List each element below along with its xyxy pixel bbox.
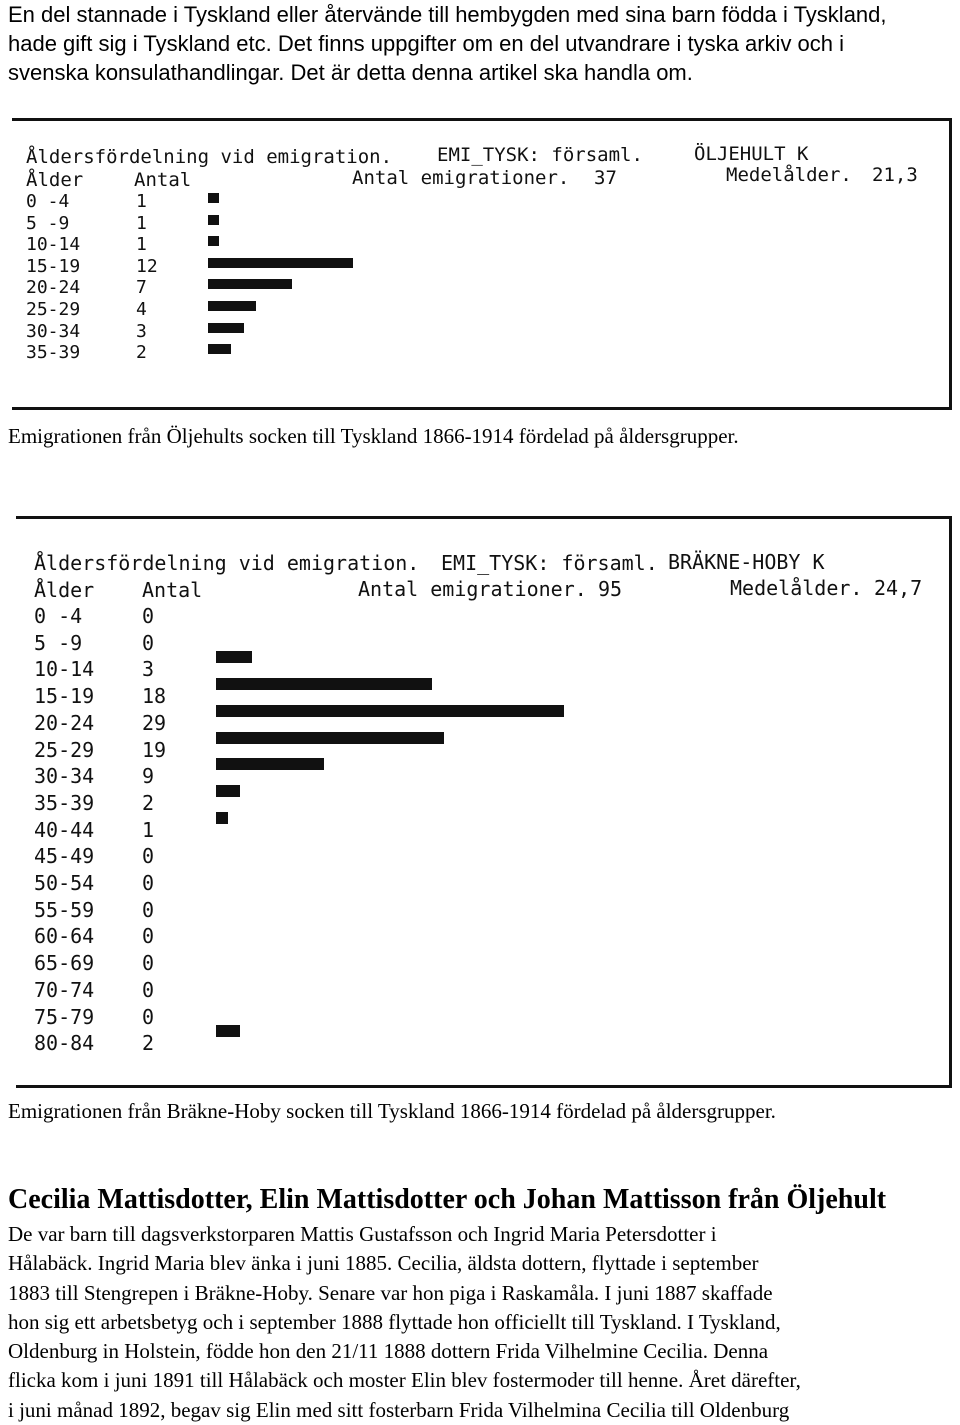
count-data-label: 9: [142, 764, 155, 789]
age-tick-label: 50-54: [34, 871, 95, 895]
count-data-label: 3: [136, 320, 147, 342]
count-data-label: 18: [142, 684, 167, 709]
section-body: [8, 1220, 952, 1425]
intro-line: En del stannade i Tyskland eller återvände till hembygden med sina barn födda i Tyskland,: [8, 2, 887, 27]
count-data-label: 0: [142, 897, 155, 922]
count-data-label: 1: [136, 212, 147, 234]
age-tick-label: 0 -4: [26, 191, 70, 212]
age-tick-label: 10-14: [34, 657, 95, 682]
age-tick-label: 15-19: [34, 684, 95, 709]
count-data-label: 0: [142, 844, 155, 869]
bar-mark: [216, 1025, 240, 1037]
column-header-age: Ålder: [34, 578, 95, 602]
column-header-age: Ålder: [26, 169, 84, 191]
chart-parish: BRÄKNE-HOBY K: [668, 550, 825, 574]
chart-parish: ÖLJEHULT K: [694, 143, 809, 165]
chart-title: Åldersfördelning vid emigration.: [34, 551, 420, 575]
chart-caption: Emigrationen från Bräkne-Hoby socken till Tyskland 1866-1914 fördelad på åldersgrupper.: [8, 1099, 776, 1123]
count-data-label: 0: [142, 871, 155, 895]
age-tick-label: 75-79: [34, 1004, 95, 1029]
bar-mark: [208, 301, 256, 311]
count-data-label: 2: [136, 342, 147, 364]
age-tick-label: 60-64: [34, 924, 95, 949]
figure-border: [949, 516, 952, 1088]
figure-border: [12, 407, 952, 410]
intro-paragraph: [8, 0, 952, 87]
bar-mark: [208, 236, 219, 246]
bar-mark: [208, 215, 219, 225]
bar-mark: [216, 678, 432, 690]
body-line: hon sig ett arbetsbetyg och i september 1888 flyttade hon officiellt till Tyskland. I Tyskland,: [8, 1309, 781, 1334]
bar-mark: [208, 279, 292, 289]
age-tick-label: 30-34: [26, 320, 81, 342]
chart-brakne-hoby: [16, 516, 952, 1088]
bar-mark: [216, 785, 240, 797]
count-data-label: 0: [142, 1004, 155, 1029]
chart-caption: Emigrationen från Öljehults socken till Tyskland 1866-1914 fördelad på åldersgrupper.: [8, 424, 739, 448]
body-line: 1883 till Stengrepen i Bräkne-Hoby. Senare var hon piga i Raskamåla. I juni 1887 skaffade: [8, 1280, 773, 1305]
count-data-label: 7: [136, 277, 147, 299]
bar-mark: [216, 732, 444, 744]
body-line: De var barn till dagsverkstorparen Mattis Gustafsson och Ingrid Maria Petersdotter i: [8, 1222, 717, 1246]
column-header-count: Antal: [134, 169, 192, 191]
bar-mark: [216, 758, 324, 770]
figure-border: [949, 118, 952, 410]
count-data-label: 1: [142, 817, 155, 842]
age-tick-label: 30-34: [34, 764, 95, 789]
total-label: Antal emigrationer.: [358, 577, 587, 601]
count-data-label: 2: [142, 790, 155, 815]
age-tick-label: 35-39: [34, 790, 95, 815]
age-tick-label: 20-24: [34, 710, 95, 735]
count-data-label: 12: [136, 255, 158, 277]
chart-title: Åldersfördelning vid emigration.: [26, 146, 393, 168]
total-value: 95: [598, 577, 623, 601]
bar-mark: [208, 344, 231, 354]
mean-label: Medelålder.: [730, 576, 863, 600]
mean-value: 24,7: [874, 576, 923, 600]
age-tick-label: 70-74: [34, 977, 95, 1002]
bar-mark: [216, 651, 252, 663]
body-line: Hålabäck. Ingrid Maria blev änka i juni 1885. Cecilia, äldsta dottern, flyttade i september: [8, 1251, 759, 1276]
body-line: i juni månad 1892, begav sig Elin med sitt fosterbarn Frida Vilhelmina Cecilia till Oldenburg: [8, 1397, 790, 1422]
count-data-label: 0: [142, 604, 155, 628]
age-tick-label: 5 -9: [34, 630, 83, 655]
count-data-label: 0: [142, 951, 155, 976]
age-tick-label: 40-44: [34, 817, 95, 842]
bar-mark: [216, 812, 228, 824]
chart-database: EMI_TYSK: församl.: [437, 144, 643, 166]
age-tick-label: 25-29: [34, 737, 95, 762]
count-data-label: 0: [142, 977, 155, 1002]
body-line: Oldenburg in Holstein, födde hon den 21/11 1888 dottern Frida Vilhelmine Cecilia. Denna: [8, 1339, 769, 1364]
age-tick-label: 10-14: [26, 234, 81, 256]
body-line: flicka kom i juni 1891 till Hålabäck och moster Elin blev fostermoder till henne. Året därefter,: [8, 1368, 801, 1393]
intro-line: hade gift sig i Tyskland etc. Det finns uppgifter om en del utvandrare i tyska arkiv och i: [8, 31, 845, 56]
count-data-label: 19: [142, 737, 167, 762]
age-tick-label: 45-49: [34, 844, 95, 869]
chart-oljehult: [12, 118, 952, 410]
figure-border: [16, 516, 952, 519]
age-tick-label: 15-19: [26, 255, 81, 277]
column-header-count: Antal: [142, 578, 203, 602]
bar-mark: [208, 258, 353, 268]
count-data-label: 2: [142, 1031, 155, 1056]
section-heading: Cecilia Mattisdotter, Elin Mattisdotter och Johan Mattisson från Öljehult: [8, 1184, 887, 1215]
mean-value: 21,3: [872, 164, 918, 186]
count-data-label: 1: [136, 234, 147, 256]
mean-label: Medelålder.: [726, 164, 852, 186]
figure-border: [12, 118, 952, 121]
age-tick-label: 65-69: [34, 951, 95, 976]
count-data-label: 3: [142, 657, 155, 682]
age-tick-label: 0 -4: [34, 604, 83, 628]
count-data-label: 4: [136, 299, 147, 320]
figure-border: [16, 1085, 952, 1088]
count-data-label: 0: [142, 924, 155, 949]
total-value: 37: [594, 167, 617, 189]
bar-mark: [208, 193, 219, 203]
age-tick-label: 55-59: [34, 897, 95, 922]
chart-database: EMI_TYSK: församl.: [441, 551, 658, 575]
age-tick-label: 80-84: [34, 1031, 95, 1056]
age-tick-label: 5 -9: [26, 212, 70, 234]
count-data-label: 1: [136, 191, 147, 212]
bar-mark: [216, 705, 564, 717]
age-tick-label: 20-24: [26, 277, 81, 299]
total-label: Antal emigrationer.: [352, 167, 570, 189]
intro-line: svenska konsulathandlingar. Det är detta denna artikel ska handla om.: [8, 60, 693, 85]
bar-mark: [208, 323, 244, 333]
age-tick-label: 35-39: [26, 342, 81, 364]
count-data-label: 29: [142, 710, 167, 735]
age-tick-label: 25-29: [26, 299, 81, 320]
count-data-label: 0: [142, 630, 155, 655]
